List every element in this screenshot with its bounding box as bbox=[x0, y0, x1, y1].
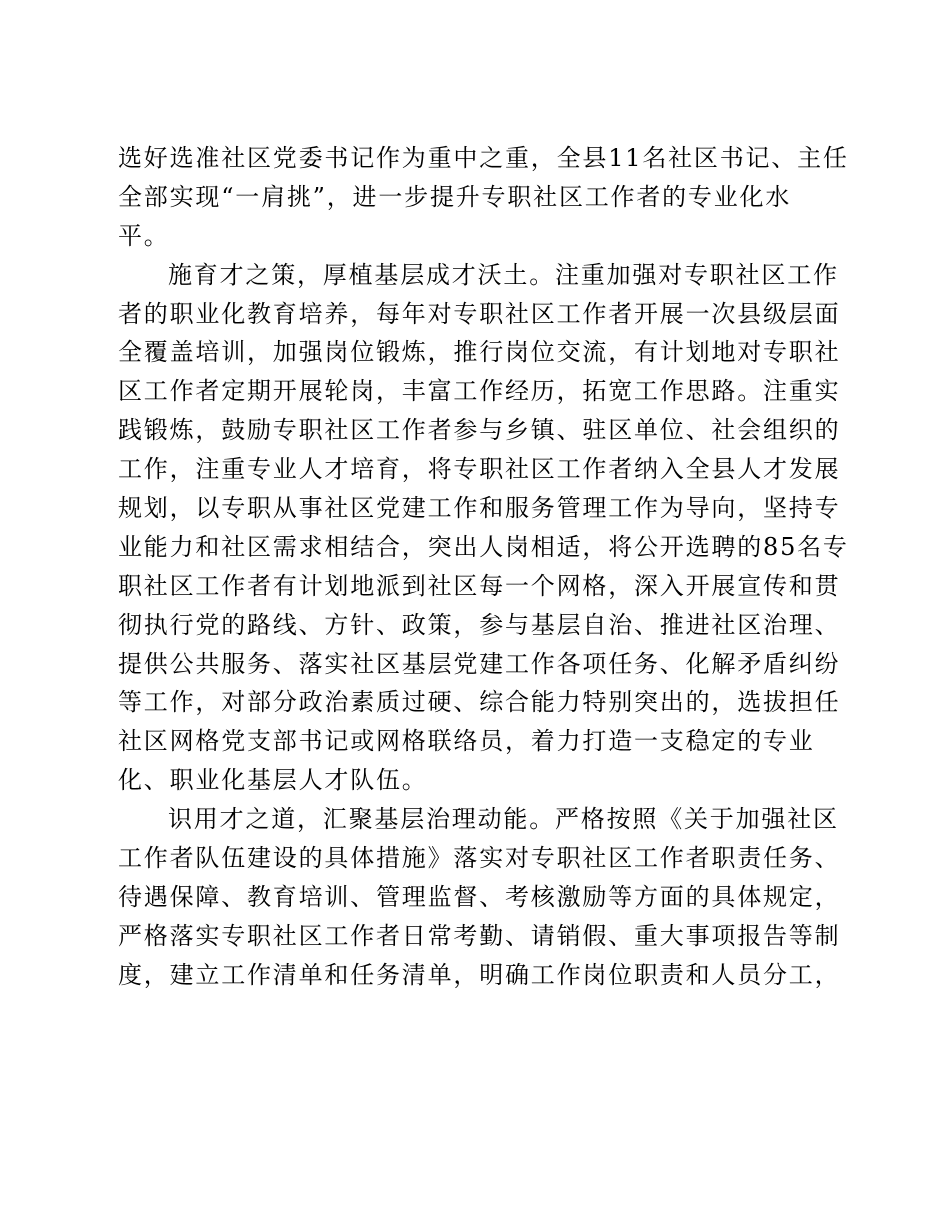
text-line: 度，建立工作清单和任务清单，明确工作岗位职责和人员分工， bbox=[118, 960, 841, 989]
paragraph-2 bbox=[118, 256, 849, 800]
paragraph-1 bbox=[118, 139, 849, 256]
text-line: 平。 bbox=[118, 221, 170, 250]
text-line: 选好选准社区党委书记作为重中之重，全县11名社区书记、主任 bbox=[118, 144, 849, 172]
text-line: 待遇保障、教育培训、管理监督、考核激励等方面的具体规定， bbox=[118, 882, 841, 911]
text-line: 等工作，对部分政治素质过硬、综合能力特别突出的，选拔担任 bbox=[118, 688, 841, 717]
text-line: 践锻炼，鼓励专职社区工作者参与乡镇、驻区单位、社会组织的 bbox=[118, 416, 841, 445]
text-line: 全部实现“一肩挑”，进一步提升专职社区工作者的专业化水 bbox=[118, 182, 792, 211]
body-text bbox=[118, 139, 849, 995]
text-line: 施育才之策，厚植基层成才沃土。注重加强对专职社区工作 bbox=[168, 260, 839, 289]
text-line: 规划，以专职从事社区党建工作和服务管理工作为导向，坚持专 bbox=[118, 494, 841, 523]
text-line: 工作者队伍建设的具体措施》落实对专职社区工作者职责任务、 bbox=[118, 844, 841, 873]
text-line: 严格落实专职社区工作者日常考勤、请销假、重大事项报告等制 bbox=[118, 921, 841, 950]
paragraph-3 bbox=[118, 800, 841, 994]
text-line: 工作，注重专业人才培育，将专职社区工作者纳入全县人才发展 bbox=[118, 455, 841, 484]
text-line: 化、职业化基层人才队伍。 bbox=[118, 766, 428, 795]
text-line: 者的职业化教育培养，每年对专职社区工作者开展一次县级层面 bbox=[118, 299, 841, 328]
text-line: 区工作者定期开展轮岗，丰富工作经历，拓宽工作思路。注重实 bbox=[118, 377, 841, 406]
text-line: 识用才之道，汇聚基层治理动能。严格按照《关于加强社区 bbox=[168, 805, 839, 834]
text-line: 提供公共服务、落实社区基层党建工作各项任务、化解矛盾纠纷 bbox=[118, 649, 841, 678]
text-line: 职社区工作者有计划地派到社区每一个网格，深入开展宣传和贯 bbox=[118, 571, 841, 600]
text-line: 彻执行党的路线、方针、政策，参与基层自治、推进社区治理、 bbox=[118, 610, 841, 639]
text-line: 全覆盖培训，加强岗位锻炼，推行岗位交流，有计划地对专职社 bbox=[118, 338, 841, 367]
text-line: 业能力和社区需求相结合，突出人岗相适，将公开选聘的85名专 bbox=[118, 532, 849, 561]
text-line: 社区网格党支部书记或网格联络员，着力打造一支稳定的专业 bbox=[118, 727, 815, 756]
